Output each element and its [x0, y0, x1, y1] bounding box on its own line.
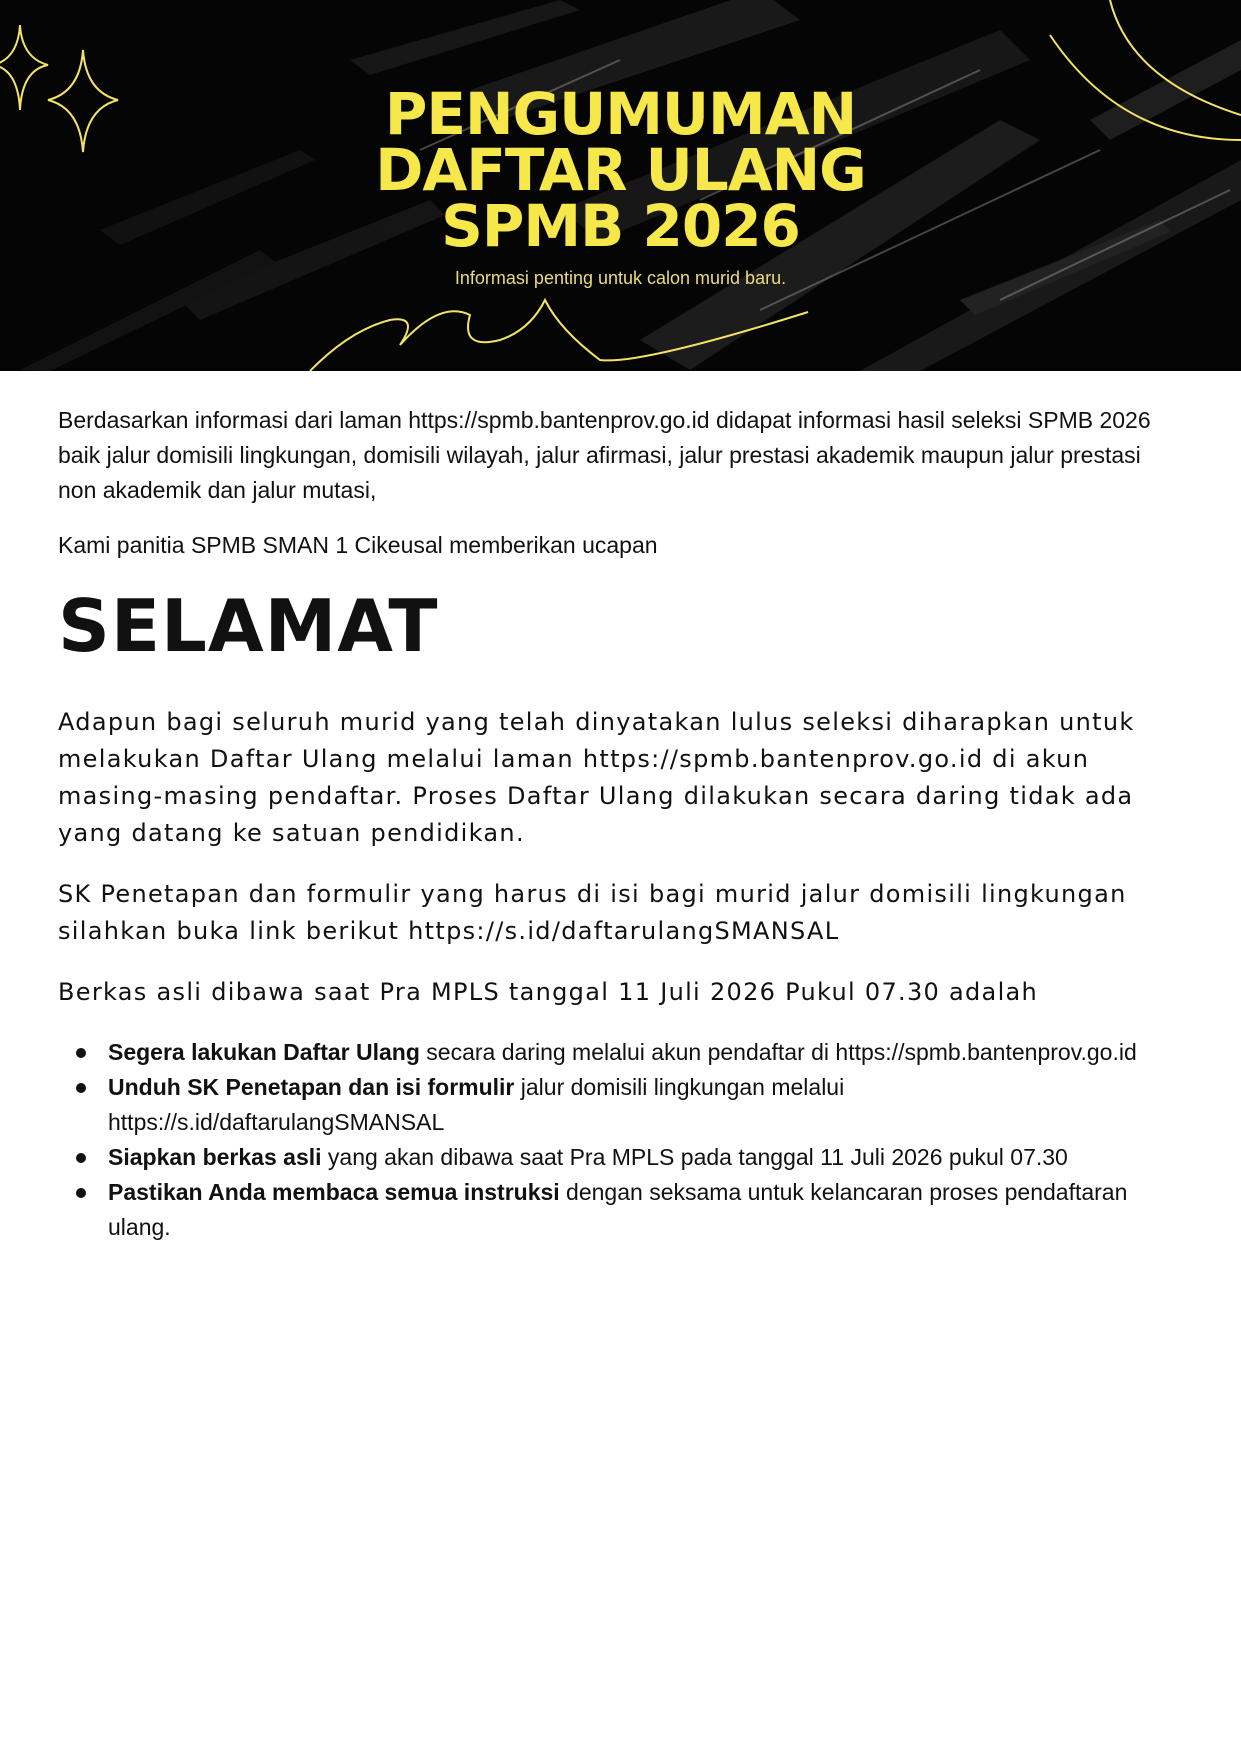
headline: SELAMAT [58, 584, 439, 668]
list-item [58, 1175, 1178, 1245]
list-item-bold: Segera lakukan Daftar Ulang [108, 1039, 420, 1065]
bullet-icon [76, 1153, 86, 1163]
banner-title-line-1: PENGUMUMAN [384, 80, 857, 148]
bullet-icon [76, 1083, 86, 1093]
bullet-icon [76, 1188, 86, 1198]
instruction-list [58, 1035, 1178, 1245]
greeting-paragraph: Kami panitia SPMB SMAN 1 Cikeusal memberikan ucapan [58, 532, 658, 558]
list-item [58, 1140, 1178, 1175]
list-item-bold: Unduh SK Penetapan dan isi formulir [108, 1074, 515, 1100]
banner-title-line-2: DAFTAR ULANG [375, 136, 866, 204]
documents-paragraph: Berkas asli dibawa saat Pra MPLS tanggal 11 Juli 2026 Pukul 07.30 adalah [58, 978, 1039, 1006]
header-banner [0, 0, 1241, 371]
bullet-icon [76, 1048, 86, 1058]
list-item [58, 1035, 1178, 1070]
list-item [58, 1070, 1178, 1140]
list-item-text: secara daring melalui akun pendaftar di https://spmb.bantenprov.go.id [419, 1039, 1137, 1065]
banner-subtitle: Informasi penting untuk calon murid baru. [454, 268, 787, 288]
banner-title-line-3: SPMB 2026 [441, 192, 800, 260]
list-item-text: jalur domisili lingkungan melalui https://s.id/daftarulangSMANSAL [108, 1074, 845, 1135]
list-item-bold: Siapkan berkas asli [108, 1144, 322, 1170]
list-item-text: yang akan dibawa saat Pra MPLS pada tanggal 11 Juli 2026 pukul 07.30 [321, 1144, 1068, 1170]
list-item-bold: Pastikan Anda membaca semua instruksi [108, 1179, 560, 1205]
announcement-body [58, 403, 1178, 1245]
banner-title [0, 80, 1241, 260]
registration-paragraph: Adapun bagi seluruh murid yang telah dinyatakan lulus seleksi diharapkan untuk melakukan Daftar Ulang melalui laman https://spmb.bantenprov.go.id di akun masing-masing pendaftar. Proses Daftar Ulang dilakukan secara daring tidak ada yang datang ke satuan pendidikan. [58, 708, 1135, 847]
list-item-text: dengan seksama untuk kelancaran proses pendaftaran ulang. [108, 1179, 1128, 1240]
intro-paragraph: Berdasarkan informasi dari laman https://spmb.bantenprov.go.id didapat informasi hasil seleksi SPMB 2026 baik jalur domisili lingkungan, domisili wilayah, jalur afirmasi, jalur prestasi akademik maupun jalur prestasi non akademik dan jalur mutasi, [58, 407, 1151, 503]
sk-link-paragraph: SK Penetapan dan formulir yang harus di isi bagi murid jalur domisili lingkungan silahkan buka link berikut https://s.id/daftarulangSMANSAL [58, 880, 1127, 945]
